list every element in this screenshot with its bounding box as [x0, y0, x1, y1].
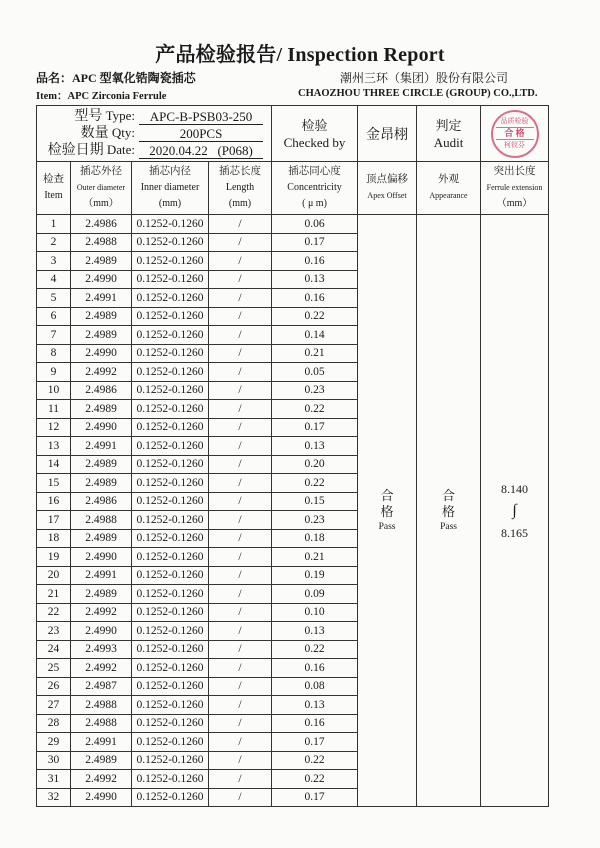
cell-concentricity: 0.14 — [272, 326, 358, 345]
stamp-middle-text: 合 格 — [496, 127, 534, 140]
cell-concentricity: 0.09 — [272, 585, 358, 604]
item-cn-label: 品名： — [36, 71, 73, 85]
cell-length: / — [209, 381, 272, 400]
cell-outer-diameter: 2.4989 — [71, 252, 132, 271]
col-concentricity — [272, 162, 358, 215]
cell-item: 14 — [37, 455, 71, 474]
cell-concentricity: 0.22 — [272, 474, 358, 493]
cell-length: / — [209, 215, 272, 234]
cell-concentricity: 0.17 — [272, 733, 358, 752]
cell-outer-diameter: 2.4988 — [71, 714, 132, 733]
col-apex-offset — [358, 162, 417, 215]
cell-concentricity: 0.06 — [272, 215, 358, 234]
cell-item: 8 — [37, 344, 71, 363]
col-outer-diameter — [71, 162, 132, 215]
cell-item: 10 — [37, 381, 71, 400]
cell-inner-diameter: 0.1252-0.1260 — [132, 640, 209, 659]
qty-label-en: Qty: — [111, 125, 135, 140]
cell-outer-diameter: 2.4989 — [71, 307, 132, 326]
cell-item: 4 — [37, 270, 71, 289]
cell-length: / — [209, 622, 272, 641]
cell-length: / — [209, 326, 272, 345]
col-apex-en: Apex Offset — [367, 191, 407, 200]
measurement-rows — [37, 215, 549, 807]
cell-outer-diameter: 2.4989 — [71, 455, 132, 474]
cell-item: 27 — [37, 696, 71, 715]
qty-label-cn: 数量 — [80, 126, 109, 141]
cell-length: / — [209, 252, 272, 271]
cell-concentricity: 0.16 — [272, 289, 358, 308]
cell-concentricity: 0.13 — [272, 270, 358, 289]
cell-length: / — [209, 418, 272, 437]
item-en-label: Item： — [36, 91, 68, 102]
cell-item: 21 — [37, 585, 71, 604]
cell-item: 24 — [37, 640, 71, 659]
checked-by-label — [272, 106, 358, 162]
cell-inner-diameter: 0.1252-0.1260 — [132, 381, 209, 400]
date-label — [41, 139, 139, 159]
cell-outer-diameter: 2.4990 — [71, 344, 132, 363]
cell-item: 13 — [37, 437, 71, 456]
cell-length: / — [209, 363, 272, 382]
cell-length: / — [209, 270, 272, 289]
cell-length: / — [209, 400, 272, 419]
col-ext-unit: （mm） — [496, 198, 533, 209]
cell-item: 25 — [37, 659, 71, 678]
col-len-en: Length — [225, 182, 255, 193]
col-apex-cn: 顶点偏移 — [366, 174, 409, 185]
info-row — [37, 106, 549, 162]
cell-length: / — [209, 603, 272, 622]
cell-length: / — [209, 529, 272, 548]
cell-inner-diameter: 0.1252-0.1260 — [132, 566, 209, 585]
cell-length: / — [209, 548, 272, 567]
ext-min: 8.140 — [501, 481, 529, 496]
cell-length: / — [209, 233, 272, 252]
cell-inner-diameter: 0.1252-0.1260 — [132, 677, 209, 696]
cell-length: / — [209, 677, 272, 696]
cell-concentricity: 0.16 — [272, 252, 358, 271]
date-label-cn: 检验日期 — [47, 143, 104, 158]
cell-outer-diameter: 2.4991 — [71, 566, 132, 585]
cell-length: / — [209, 585, 272, 604]
cell-outer-diameter: 2.4989 — [71, 326, 132, 345]
col-conc-cn: 插芯同心度 — [288, 166, 341, 177]
cell-inner-diameter: 0.1252-0.1260 — [132, 603, 209, 622]
cell-length: / — [209, 770, 272, 789]
cell-item: 1 — [37, 215, 71, 234]
item-name-cn — [36, 69, 196, 86]
ferrule-extension-result — [481, 215, 549, 807]
cell-concentricity: 0.20 — [272, 455, 358, 474]
company-name-cn: 潮州三环（集团）股份有限公司 — [340, 71, 509, 85]
col-ext-cn: 突出长度 — [493, 166, 536, 177]
audit-cn: 判定 — [435, 117, 462, 133]
cell-length: / — [209, 344, 272, 363]
appearance-result — [417, 215, 481, 807]
cell-concentricity: 0.23 — [272, 381, 358, 400]
cell-item: 15 — [37, 474, 71, 493]
cell-concentricity: 0.22 — [272, 751, 358, 770]
range-tilde-icon: ∫ — [512, 501, 517, 519]
checked-by-cn: 检验 — [301, 117, 328, 133]
col-item-en: Item — [44, 190, 63, 201]
cell-concentricity: 0.08 — [272, 677, 358, 696]
cell-outer-diameter: 2.4986 — [71, 381, 132, 400]
cell-item: 3 — [37, 252, 71, 271]
cell-length: / — [209, 289, 272, 308]
ext-max: 8.165 — [501, 525, 529, 540]
cell-item: 16 — [37, 492, 71, 511]
cell-outer-diameter: 2.4988 — [71, 233, 132, 252]
col-id-cn: 插芯内径 — [149, 166, 191, 177]
cell-item: 19 — [37, 548, 71, 567]
date-value: 2020.04.22 (P068) — [139, 143, 263, 159]
cell-inner-diameter: 0.1252-0.1260 — [132, 474, 209, 493]
item-en-value: APC Zirconia Ferrule — [67, 91, 167, 102]
type-label-cn: 型号 — [74, 109, 103, 124]
cell-inner-diameter: 0.1252-0.1260 — [132, 252, 209, 271]
cell-inner-diameter: 0.1252-0.1260 — [132, 770, 209, 789]
cell-inner-diameter: 0.1252-0.1260 — [132, 585, 209, 604]
cell-inner-diameter: 0.1252-0.1260 — [132, 437, 209, 456]
col-ferrule-extension — [481, 162, 549, 215]
company-name-en: CHAOZHOU THREE CIRCLE (GROUP) CO.,LTD. — [298, 88, 538, 99]
cell-outer-diameter: 2.4990 — [71, 418, 132, 437]
type-label-en: Type: — [105, 108, 135, 123]
cell-inner-diameter: 0.1252-0.1260 — [132, 548, 209, 567]
audit-label — [417, 106, 481, 162]
audit-en: Audit — [433, 134, 464, 150]
cell-inner-diameter: 0.1252-0.1260 — [132, 307, 209, 326]
cell-concentricity: 0.22 — [272, 307, 358, 326]
col-appearance-cn: 外观 — [438, 174, 460, 185]
cell-inner-diameter: 0.1252-0.1260 — [132, 511, 209, 530]
cell-length: / — [209, 640, 272, 659]
cell-concentricity: 0.18 — [272, 529, 358, 548]
date-label-en: Date: — [106, 142, 135, 157]
checked-by-en: Checked by — [283, 134, 346, 150]
cell-concentricity: 0.16 — [272, 714, 358, 733]
cell-outer-diameter: 2.4990 — [71, 270, 132, 289]
date-line — [41, 142, 267, 159]
cell-outer-diameter: 2.4986 — [71, 215, 132, 234]
cell-item: 30 — [37, 751, 71, 770]
item-cn-value: APC 型氧化锆陶瓷插芯 — [72, 71, 196, 85]
cell-outer-diameter: 2.4989 — [71, 474, 132, 493]
cell-inner-diameter: 0.1252-0.1260 — [132, 622, 209, 641]
cell-concentricity: 0.17 — [272, 788, 358, 807]
cell-concentricity: 0.19 — [272, 566, 358, 585]
product-info — [37, 106, 272, 162]
apex-pass-cn-2: 格 — [380, 503, 394, 519]
col-item — [37, 162, 71, 215]
apex-pass-cn-1: 合 — [380, 487, 394, 503]
cell-inner-diameter: 0.1252-0.1260 — [132, 751, 209, 770]
inspection-table — [36, 105, 549, 807]
cell-length: / — [209, 714, 272, 733]
cell-item: 7 — [37, 326, 71, 345]
col-conc-unit: ( μ m) — [302, 198, 327, 209]
cell-item: 31 — [37, 770, 71, 789]
cell-outer-diameter: 2.4992 — [71, 363, 132, 382]
cell-concentricity: 0.21 — [272, 548, 358, 567]
qc-pass-stamp — [491, 110, 539, 158]
cell-outer-diameter: 2.4989 — [71, 585, 132, 604]
appearance-pass-cn-2: 格 — [442, 503, 456, 519]
cell-item: 18 — [37, 529, 71, 548]
col-od-cn: 插芯外径 — [80, 166, 122, 177]
cell-inner-diameter: 0.1252-0.1260 — [132, 418, 209, 437]
col-conc-en: Concentricity — [287, 182, 342, 193]
cell-inner-diameter: 0.1252-0.1260 — [132, 659, 209, 678]
cell-outer-diameter: 2.4993 — [71, 640, 132, 659]
col-length — [209, 162, 272, 215]
cell-length: / — [209, 733, 272, 752]
cell-length: / — [209, 696, 272, 715]
col-od-unit: （mm） — [83, 198, 119, 209]
cell-outer-diameter: 2.4988 — [71, 511, 132, 530]
cell-length: / — [209, 659, 272, 678]
col-item-cn: 检查 — [43, 174, 64, 185]
cell-inner-diameter: 0.1252-0.1260 — [132, 233, 209, 252]
cell-inner-diameter: 0.1252-0.1260 — [132, 788, 209, 807]
cell-outer-diameter: 2.4987 — [71, 677, 132, 696]
cell-concentricity: 0.15 — [272, 492, 358, 511]
cell-length: / — [209, 511, 272, 530]
col-len-unit: (mm) — [228, 198, 252, 209]
cell-inner-diameter: 0.1252-0.1260 — [132, 733, 209, 752]
cell-inner-diameter: 0.1252-0.1260 — [132, 326, 209, 345]
cell-concentricity: 0.10 — [272, 603, 358, 622]
cell-length: / — [209, 455, 272, 474]
cell-length: / — [209, 437, 272, 456]
apex-pass-en: Pass — [378, 521, 396, 532]
appearance-pass-cn-1: 合 — [442, 487, 456, 503]
cell-concentricity: 0.22 — [272, 640, 358, 659]
cell-length: / — [209, 474, 272, 493]
stamp-bottom-text: 柯钗芬 — [504, 141, 526, 149]
cell-inner-diameter: 0.1252-0.1260 — [132, 363, 209, 382]
cell-concentricity: 0.23 — [272, 511, 358, 530]
cell-item: 26 — [37, 677, 71, 696]
cell-outer-diameter: 2.4990 — [71, 788, 132, 807]
cell-length: / — [209, 566, 272, 585]
col-appearance — [417, 162, 481, 215]
cell-concentricity: 0.17 — [272, 233, 358, 252]
col-len-cn: 插芯长度 — [219, 166, 261, 177]
cell-item: 20 — [37, 566, 71, 585]
cell-concentricity: 0.17 — [272, 418, 358, 437]
cell-item: 28 — [37, 714, 71, 733]
cell-outer-diameter: 2.4986 — [71, 492, 132, 511]
cell-item: 23 — [37, 622, 71, 641]
cell-outer-diameter: 2.4991 — [71, 289, 132, 308]
cell-item: 22 — [37, 603, 71, 622]
cell-outer-diameter: 2.4992 — [71, 659, 132, 678]
cell-inner-diameter: 0.1252-0.1260 — [132, 289, 209, 308]
cell-inner-diameter: 0.1252-0.1260 — [132, 492, 209, 511]
cell-outer-diameter: 2.4990 — [71, 622, 132, 641]
cell-item: 32 — [37, 788, 71, 807]
appearance-pass-en: Pass — [440, 521, 457, 532]
cell-inner-diameter: 0.1252-0.1260 — [132, 344, 209, 363]
item-name-en — [36, 88, 166, 103]
apex-offset-result — [358, 215, 417, 807]
cell-outer-diameter: 2.4991 — [71, 437, 132, 456]
cell-outer-diameter: 2.4990 — [71, 548, 132, 567]
type-value: APC-B-PSB03-250 — [139, 109, 263, 125]
cell-concentricity: 0.05 — [272, 363, 358, 382]
col-ext-en: Ferrule extension — [486, 183, 543, 192]
col-inner-diameter — [132, 162, 209, 215]
cell-item: 12 — [37, 418, 71, 437]
cell-inner-diameter: 0.1252-0.1260 — [132, 215, 209, 234]
table-row — [37, 215, 549, 234]
cell-outer-diameter: 2.4992 — [71, 603, 132, 622]
cell-item: 5 — [37, 289, 71, 308]
cell-inner-diameter: 0.1252-0.1260 — [132, 714, 209, 733]
cell-outer-diameter: 2.4992 — [71, 770, 132, 789]
cell-outer-diameter: 2.4989 — [71, 751, 132, 770]
col-od-en: Outer diameter — [76, 183, 126, 192]
cell-inner-diameter: 0.1252-0.1260 — [132, 455, 209, 474]
qty-value: 200PCS — [139, 126, 263, 142]
col-id-en: Inner diameter — [140, 182, 200, 193]
cell-item: 11 — [37, 400, 71, 419]
cell-item: 17 — [37, 511, 71, 530]
cell-inner-diameter: 0.1252-0.1260 — [132, 400, 209, 419]
cell-item: 29 — [37, 733, 71, 752]
cell-inner-diameter: 0.1252-0.1260 — [132, 529, 209, 548]
audit-stamp-cell — [481, 106, 549, 162]
cell-length: / — [209, 788, 272, 807]
cell-outer-diameter: 2.4989 — [71, 400, 132, 419]
cell-length: / — [209, 751, 272, 770]
cell-concentricity: 0.22 — [272, 400, 358, 419]
cell-inner-diameter: 0.1252-0.1260 — [132, 270, 209, 289]
cell-concentricity: 0.21 — [272, 344, 358, 363]
cell-inner-diameter: 0.1252-0.1260 — [132, 696, 209, 715]
col-id-unit: (mm) — [158, 198, 182, 209]
cell-concentricity: 0.13 — [272, 696, 358, 715]
col-appearance-en: Appearance — [429, 191, 468, 200]
cell-outer-diameter: 2.4991 — [71, 733, 132, 752]
cell-length: / — [209, 492, 272, 511]
cell-concentricity: 0.13 — [272, 437, 358, 456]
cell-length: / — [209, 307, 272, 326]
cell-concentricity: 0.16 — [272, 659, 358, 678]
cell-concentricity: 0.22 — [272, 770, 358, 789]
cell-item: 9 — [37, 363, 71, 382]
cell-item: 6 — [37, 307, 71, 326]
stamp-top-text: 品质检验 — [500, 117, 529, 125]
cell-outer-diameter: 2.4989 — [71, 529, 132, 548]
cell-item: 2 — [37, 233, 71, 252]
column-header-row — [37, 162, 549, 215]
inspector-name: 金昂栩 — [358, 106, 417, 162]
report-title: 产品检验报告/ Inspection Report — [155, 44, 445, 66]
cell-concentricity: 0.13 — [272, 622, 358, 641]
cell-outer-diameter: 2.4988 — [71, 696, 132, 715]
